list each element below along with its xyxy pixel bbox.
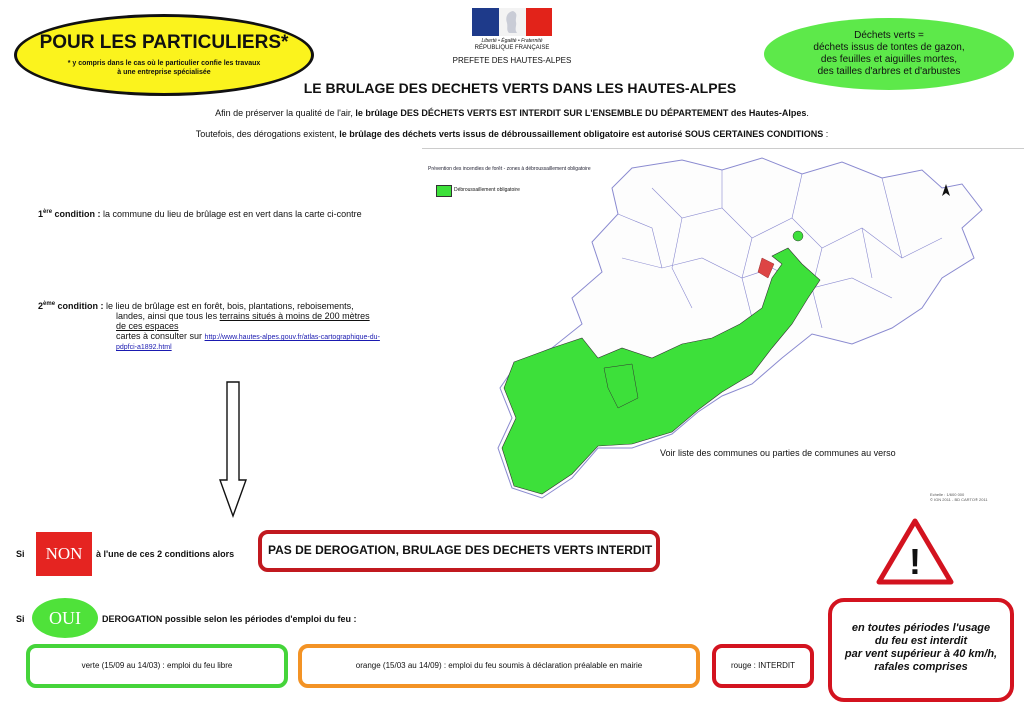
non-condition-text: à l'une de ces 2 conditions alors [96,549,235,559]
page-title: LE BRULAGE DES DECHETS VERTS DANS LES HAUTES-ALPES [303,80,737,96]
condition-2-text-c: cartes à consulter sur [116,331,205,341]
intro-line2-b: le brûlage des déchets verts issus de débroussaillement obligatoire est autorisé SOUS CERTAINES CONDITIONS [339,129,824,139]
condition-2-label: 2ème condition : [38,301,104,311]
condition-2-underline-2: de ces espaces [116,321,179,331]
oui-si-label: Si [16,614,25,624]
intro-line1 [0,108,1024,118]
atlas-link[interactable]: http://www.hautes-alpes.gouv.fr/atlas-cartographique-du- [204,334,380,341]
definition-badge [764,18,1014,90]
condition-2-text-b: landes, ainsi que tous les [116,311,220,321]
intro-line2-c: : [823,129,829,139]
condition-1-text: la commune du lieu de brûlage est en vert dans la carte ci-contre [100,209,362,219]
definition-line1: Déchets verts = [854,30,924,41]
wind-line1: en toutes périodes l'usage [851,622,991,634]
definition-line4: des tailles d'arbres et d'arbustes [817,66,961,77]
particuliers-note-line2: à une entreprise spécialisée [117,69,211,76]
oui-badge: OUI [32,598,98,638]
condition-2 [38,301,418,351]
definition-line2: déchets issus de tontes de gazon, [813,42,965,53]
warning-symbol: ! [909,541,921,582]
map-scale-line2: © IGN 2011 - BD CARTO® 2011 [930,497,988,502]
marianne-logo [470,8,554,51]
condition-2-underline-1: terrains situés à moins de 200 mètres [219,311,370,321]
map-title: Prévention des incendies de forêt - zones à débroussaillement obligatoire [428,166,591,172]
non-badge: NON [36,532,92,576]
map-legend-swatch [436,185,452,197]
wind-line3: par vent supérieur à 40 km/h, [844,648,998,660]
intro-line1-c: . [806,108,809,118]
period-verte: verte (15/09 au 14/03) : emploi du feu libre [26,644,288,688]
definition-line3: des feuilles et aiguilles mortes, [820,54,958,65]
intro-line1-b: le brûlage DES DÉCHETS VERTS EST INTERDIT SUR L'ENSEMBLE DU DÉPARTEMENT des Hautes-Alpes [355,108,807,118]
logo-republique: RÉPUBLIQUE FRANÇAISE [474,45,550,51]
logo-motto: Liberté • Égalité • Fraternité [481,38,543,44]
particuliers-title: POUR LES PARTICULIERS* [39,32,289,53]
map-scale [930,492,988,502]
intro-line2 [0,129,1024,139]
particuliers-note-line1: * y compris dans le cas où le particulier confie les travaux [67,60,261,67]
wind-warning-box [828,598,1014,702]
wind-line2: du feu est interdit [874,635,968,647]
marianne-profile-icon [499,8,526,36]
intro-line1-a: Afin de préserver la qualité de l'air, [215,108,356,118]
map-legend-label: Débroussaillement obligatoire [454,187,520,193]
atlas-link-cont[interactable]: pdpfci-a1892.html [116,344,172,351]
condition-2-text-a: le lieu de brûlage est en forêt, bois, plantations, reboisements, [103,301,354,311]
condition-1 [38,209,362,219]
wind-line4: rafales comprises [874,661,968,673]
warning-triangle-icon [876,518,954,586]
oui-derogation-text: DEROGATION possible selon les périodes d'emploi du feu : [102,614,357,624]
particuliers-note [17,59,311,77]
down-arrow-icon [218,380,248,520]
prefecture-label: PREFETE DES HAUTES-ALPES [452,56,572,65]
green-zone-spot [793,231,803,241]
particuliers-badge [14,14,314,96]
non-si-label: Si [16,549,25,559]
no-derogation-box: PAS DE DEROGATION, BRULAGE DES DECHETS VERTS INTERDIT [258,530,660,572]
map-scale-line1: Echelle : 1/600 000 [930,492,965,497]
period-rouge: rouge : INTERDIT [712,644,814,688]
condition-1-label: 1ère condition : [38,209,101,219]
map-note: Voir liste des communes ou parties de communes au verso [660,448,896,458]
tricolor-flag-icon [472,8,552,36]
intro-line2-a: Toutefois, des dérogations existent, [195,129,340,139]
period-orange: orange (15/03 au 14/09) : emploi du feu soumis à déclaration préalable en mairie [298,644,700,688]
